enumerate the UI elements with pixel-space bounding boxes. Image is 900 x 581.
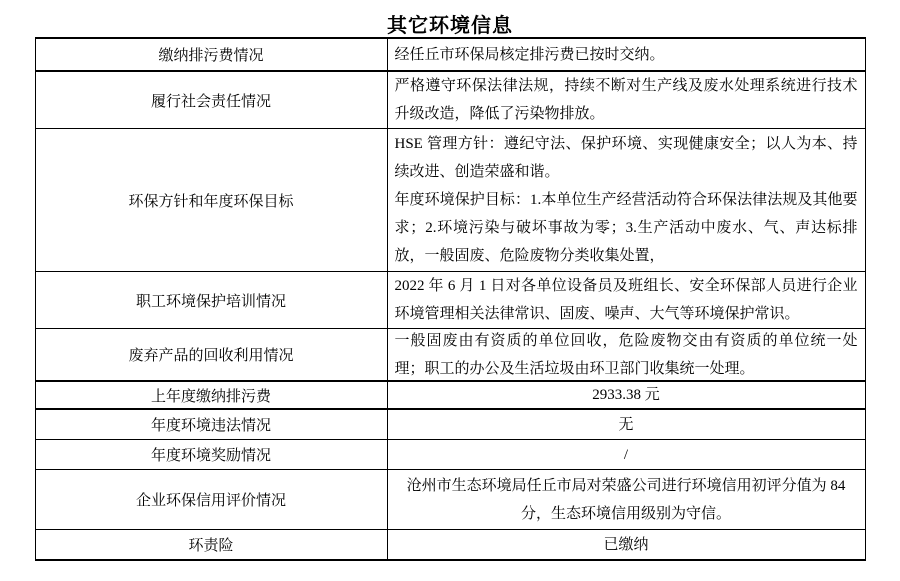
row-environmental-liability-insurance bbox=[36, 530, 865, 559]
row-value bbox=[388, 410, 865, 439]
row-value bbox=[388, 530, 865, 559]
value-paragraph-hse-policy: HSE 管理方针：遵纪守法、保护环境、实现健康安全；以人为本、持续改进、创造荣盛和谐。 bbox=[394, 136, 858, 180]
row-label: 环责险 bbox=[36, 530, 388, 559]
row-waste-recycling bbox=[36, 329, 865, 382]
page-title: 其它环境信息 bbox=[387, 15, 513, 37]
row-value bbox=[388, 39, 865, 70]
row-value bbox=[388, 129, 865, 271]
row-label: 废弃产品的回收利用情况 bbox=[36, 329, 388, 380]
row-environmental-policy-goals bbox=[36, 129, 865, 272]
row-value bbox=[388, 272, 865, 328]
value-text: 严格遵守环保法律法规，持续不断对生产线及废水处理系统进行技术升级改造，降低了污染物排放。 bbox=[394, 78, 858, 122]
value-text: 2933.38 元 bbox=[592, 387, 660, 403]
row-credit-evaluation bbox=[36, 470, 865, 530]
row-label: 上年度缴纳排污费 bbox=[36, 382, 388, 408]
row-label: 缴纳排污费情况 bbox=[36, 39, 388, 70]
row-label: 履行社会责任情况 bbox=[36, 72, 388, 128]
row-last-year-sewage-fee bbox=[36, 382, 865, 410]
row-label: 环保方针和年度环保目标 bbox=[36, 129, 388, 271]
row-value bbox=[388, 72, 865, 128]
row-label: 企业环保信用评价情况 bbox=[36, 470, 388, 529]
value-paragraph-annual-goals: 年度环境保护目标：1.本单位生产经营活动符合环保法律法规及其他要求；2.环境污染与破坏事故为零；3.生产活动中废水、气、声达标排放，一般固废、危险废物分类收集处置， bbox=[394, 192, 858, 264]
row-social-responsibility bbox=[36, 72, 865, 129]
row-label: 年度环境违法情况 bbox=[36, 410, 388, 439]
environment-info-table bbox=[35, 37, 866, 561]
row-value bbox=[388, 382, 865, 408]
value-text: 经任丘市环保局核定排污费已按时交纳。 bbox=[394, 46, 665, 63]
value-text: 已缴纳 bbox=[603, 536, 649, 553]
value-text: 沧州市生态环境局任丘市局对荣盛公司进行环境信用初评分值为 84 分，生态环境信用级别为守信。 bbox=[406, 477, 846, 522]
row-value bbox=[388, 470, 865, 529]
value-text: / bbox=[623, 446, 629, 463]
row-value bbox=[388, 440, 865, 469]
row-staff-training bbox=[36, 272, 865, 329]
row-annual-awards bbox=[36, 440, 865, 470]
value-text: 无 bbox=[618, 416, 634, 433]
row-label: 职工环境保护培训情况 bbox=[36, 272, 388, 328]
value-text: 一般固废由有资质的单位回收，危险废物交由有资质的单位统一处理；职工的办公及生活垃圾由环卫部门收集统一处理。 bbox=[394, 332, 858, 377]
value-text: 2022 年 6 月 1 日对各单位设备员及班组长、安全环保部人员进行企业环境管理相关法律常识、固废、噪声、大气等环境保护常识。 bbox=[394, 278, 858, 322]
row-annual-violations bbox=[36, 410, 865, 440]
row-sewage-fee-payment bbox=[36, 39, 865, 72]
row-value bbox=[388, 329, 865, 380]
row-label: 年度环境奖励情况 bbox=[36, 440, 388, 469]
